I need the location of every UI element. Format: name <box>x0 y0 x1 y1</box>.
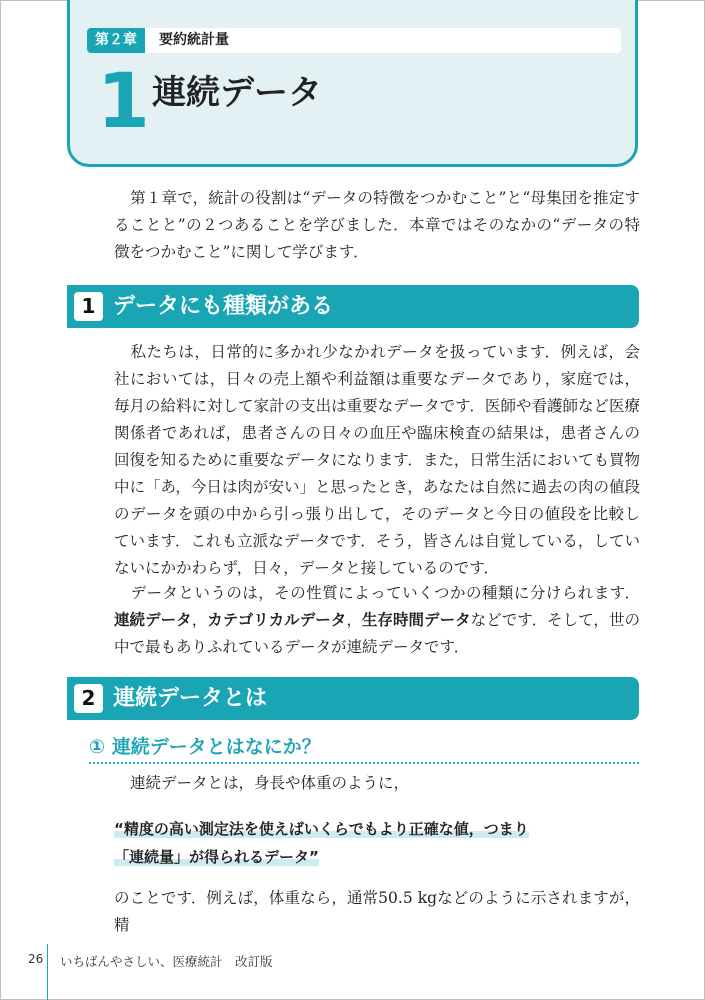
intro-paragraph <box>114 185 640 266</box>
heading-data-types <box>67 285 639 328</box>
heading-number: 2 <box>74 684 103 713</box>
definition-quote <box>114 815 640 871</box>
paragraph-text: のことです．例えば，体重なら，通常50.5 kgなどのように示されますが，精 <box>114 889 640 934</box>
heading-title: データにも種類がある <box>113 294 334 319</box>
heading-title: 連続データとは <box>113 686 268 711</box>
term-continuous: 連続データ <box>114 611 192 629</box>
quote-line-2: 「連続量」が得られるデータ” <box>114 848 319 866</box>
term-categorical: カテゴリカルデータ <box>207 611 347 629</box>
chapter-tag: 第２章 <box>87 28 145 53</box>
chapter-bar <box>87 28 621 53</box>
intro-text: 第１章で，統計の役割は“データの特徴をつかむこと”と“母集団を推定することと”の２つあることを学びました．本章ではそのなかの“データの特徴をつかむこと”に関して学びます． <box>114 189 640 261</box>
book-title: いちばんやさしい、医療統計 改訂版 <box>60 954 273 969</box>
quote-line-1: “精度の高い測定法を使えばいくらでもより正確な値，つまり <box>114 820 529 838</box>
paragraph-definition-lead <box>114 770 640 797</box>
section-number: 1 <box>97 56 150 145</box>
paragraph-tail: などです．そして，世の中で最もありふれているデータが連続データです． <box>114 611 640 656</box>
paragraph-text: 連続データとは，身長や体重のように， <box>130 774 410 792</box>
chapter-name: 要約統計量 <box>159 32 229 48</box>
separator: ， <box>346 611 362 629</box>
paragraph-data-kinds <box>114 580 640 661</box>
heading-continuous-data <box>67 677 639 720</box>
term-survival: 生存時間データ <box>361 611 471 629</box>
paragraph-text: 私たちは，日常的に多かれ少なかれデータを扱っています．例えば，会社においては，日々の売上額や利益額は重要なデータであり，家庭では，毎月の給料に対して家計の支出は重要なデータです．医師や看護師など医療関係者であれば，患者さんの日々の血圧や臨床検査の結果は，患者さんの回復を知るために重要なデータになります．また，日常生活においても買物中に「あ，今日は肉が安い」と思ったとき，あなたは自然に過去の肉の値段のデータを頭の中から引っ張り出して，そのデータと今日の値段を比較しています．これも立派なデータです．そう，皆さんは自覚している，していないにかかわらず，日々，データと接しているのです． <box>114 343 640 577</box>
page-number: 26 <box>28 952 44 966</box>
section-title: 連続データ <box>152 73 322 113</box>
subheading-what-is-continuous: ① 連続データとはなにか？ <box>89 732 639 764</box>
paragraph-data-everyday <box>114 339 640 582</box>
separator: ， <box>191 611 208 629</box>
chapter-header <box>67 0 638 167</box>
heading-number: 1 <box>74 292 103 321</box>
footer-divider <box>47 944 48 1000</box>
paragraph-lead: データというのは，その性質によっていくつかの種類に分けられます． <box>130 584 640 602</box>
paragraph-example <box>114 885 640 939</box>
